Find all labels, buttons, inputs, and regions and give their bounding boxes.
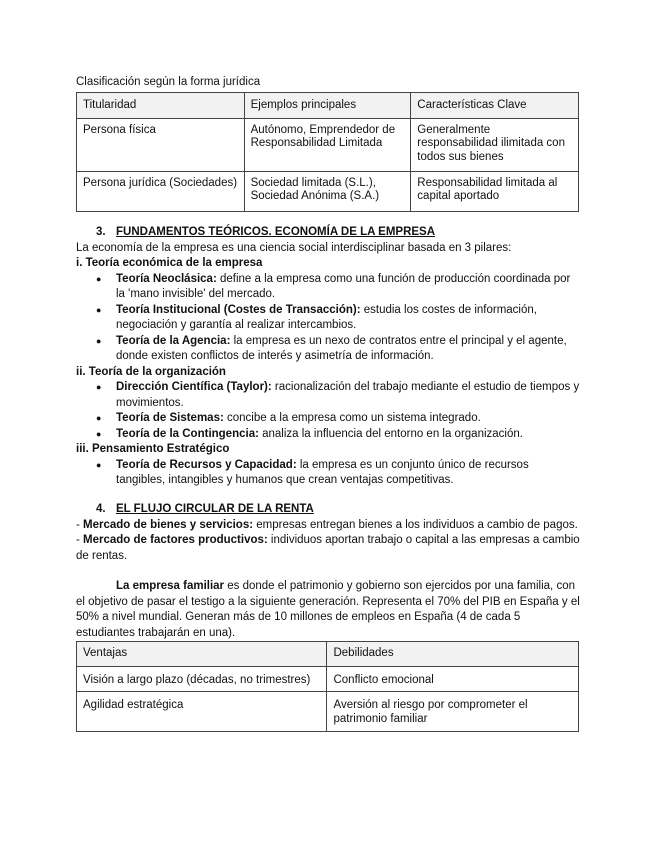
section-intro: La economía de la empresa es una ciencia social interdisciplinar basada en 3 pilares:	[76, 241, 512, 254]
line-prefix: -	[76, 534, 84, 546]
list-item	[76, 411, 580, 427]
bullet-text: concibe a la empresa como un sistema integrado.	[223, 412, 481, 424]
market-line	[76, 533, 580, 564]
section-number: 3.	[96, 225, 106, 238]
table-row	[77, 171, 579, 211]
bullet-term: Dirección Científica (Taylor):	[116, 381, 272, 393]
list-item	[76, 458, 580, 489]
bullet-list	[76, 272, 580, 365]
bullet-text: analiza la influencia del entorno en la organización.	[258, 427, 523, 440]
section-number: 4.	[96, 502, 106, 515]
header-ventajas: Ventajas	[77, 642, 327, 667]
table-cell: Agilidad estratégica	[77, 692, 327, 732]
table-cell: Persona jurídica (Sociedades)	[77, 171, 245, 211]
bullet-list	[76, 380, 580, 442]
family-business-paragraph	[76, 579, 580, 641]
table-row	[77, 692, 579, 732]
section-title: EL FLUJO CIRCULAR DE LA RENTA	[116, 502, 314, 515]
table-row	[77, 666, 579, 692]
table-cell: Persona física	[77, 118, 245, 171]
list-item	[76, 380, 580, 411]
bullet-text: estudia los costes de información, negociación y garantía al realizar intercambios.	[116, 303, 537, 331]
line-term: Mercado de bienes y servicios:	[83, 518, 254, 531]
header-caracteristicas: Características Clave	[411, 93, 579, 119]
section-4-heading	[96, 502, 580, 516]
table-caption: Clasificación según la forma jurídica	[76, 76, 261, 88]
subheading: i. Teoría económica de la empresa	[76, 257, 263, 269]
bullet-list	[76, 458, 580, 489]
bullet-term: Teoría Institucional (Costes de Transacción):	[116, 303, 361, 316]
table-cell: Sociedad limitada (S.L.), Sociedad Anónima (S.A.)	[244, 171, 411, 211]
spacer	[76, 564, 580, 579]
market-line	[76, 518, 580, 534]
bullet-term: Teoría de Recursos y Capacidad:	[116, 458, 297, 471]
legal-form-table	[76, 92, 579, 212]
section-title: FUNDAMENTOS TEÓRICOS. ECONOMÍA DE LA EMPRESA	[116, 225, 436, 238]
line-text: individuos aportan trabajo o capital a las empresas a cambio de rentas.	[76, 534, 580, 562]
table-header-row	[77, 93, 579, 119]
line-prefix: -	[76, 518, 84, 531]
line-term: Mercado de factores productivos:	[83, 534, 268, 546]
table-cell: Visión a largo plazo (décadas, no trimestres)	[77, 666, 327, 692]
table-cell: Conflicto emocional	[327, 666, 579, 692]
line-text: empresas entregan bienes a los individuos a cambio de pagos.	[253, 518, 578, 531]
list-item	[76, 303, 580, 334]
bullet-text: define a la empresa como una función de producción coordinada por la 'mano invisible' del mercado.	[116, 272, 571, 300]
bullet-term: Teoría de Sistemas:	[116, 412, 224, 424]
table-header-row	[77, 642, 579, 667]
bullet-term: Teoría de la Contingencia:	[116, 427, 259, 440]
paragraph-text: es donde el patrimonio y gobierno son ejercidos por una familia, con el objetivo de pasar el testigo a la siguiente generación. Representa el 70% del PIB en España y el 50% a nivel mundial. Generan más de 10 millones de empleos en España (4 de cada 5 estudiantes trabajarán en una).	[76, 580, 580, 639]
table-cell: Aversión al riesgo por comprometer el patrimonio familiar	[327, 692, 579, 732]
bullet-text: racionalización del trabajo mediante el estudio de tiempos y movimientos.	[116, 381, 580, 409]
table-cell: Generalmente responsabilidad ilimitada con todos sus bienes	[411, 118, 579, 171]
table-cell: Autónomo, Emprendedor de Responsabilidad Limitada	[244, 118, 411, 171]
family-business-table	[76, 641, 579, 732]
bullet-term: Teoría Neoclásica:	[116, 272, 217, 285]
table-cell: Responsabilidad limitada al capital aportado	[411, 171, 579, 211]
subheading: ii. Teoría de la organización	[76, 365, 226, 378]
table-row	[77, 118, 579, 171]
bullet-term: Teoría de la Agencia:	[116, 334, 231, 347]
list-item	[76, 427, 580, 443]
header-debilidades: Debilidades	[327, 642, 579, 667]
bullet-text: la empresa es un nexo de contratos entre el principal y el agente, donde existen conflictos de interés y asimetría de información.	[116, 334, 567, 362]
header-titularidad: Titularidad	[77, 93, 245, 119]
section-3-heading	[96, 225, 580, 239]
bullet-text: la empresa es un conjunto único de recursos tangibles, intangibles y humanos que crean ventajas competitivas.	[116, 458, 529, 486]
list-item	[76, 272, 580, 303]
subheading: iii. Pensamiento Estratégico	[76, 443, 230, 455]
header-ejemplos: Ejemplos principales	[244, 93, 411, 119]
list-item	[76, 334, 580, 365]
document-page	[76, 74, 580, 732]
paragraph-term: La empresa familiar	[116, 580, 225, 592]
